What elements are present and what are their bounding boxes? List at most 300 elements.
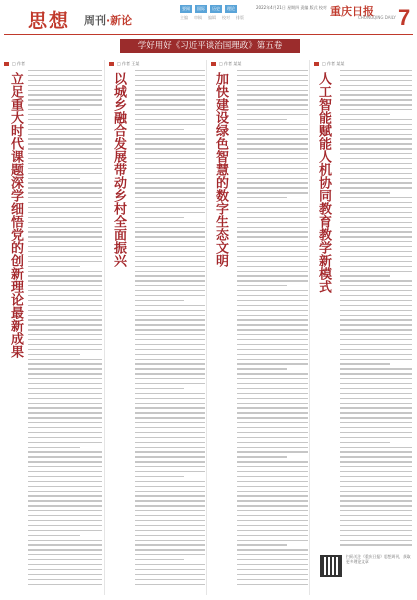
text-line bbox=[28, 393, 102, 394]
text-line bbox=[237, 559, 308, 560]
text-line bbox=[28, 383, 102, 384]
text-line bbox=[135, 495, 205, 496]
text-line bbox=[28, 417, 102, 418]
text-line bbox=[28, 466, 102, 467]
text-line bbox=[237, 456, 287, 457]
tag-item[interactable]: 理论 bbox=[227, 6, 235, 11]
text-line bbox=[135, 182, 205, 183]
text-line bbox=[237, 486, 308, 487]
text-line bbox=[28, 520, 102, 521]
text-line bbox=[135, 437, 205, 438]
text-line bbox=[28, 378, 102, 379]
text-line bbox=[340, 535, 412, 536]
text-line bbox=[340, 486, 412, 487]
text-line bbox=[237, 344, 308, 345]
text-line bbox=[340, 481, 412, 482]
text-line bbox=[28, 574, 102, 575]
text-line bbox=[340, 90, 412, 91]
text-line bbox=[135, 241, 205, 242]
text-line bbox=[237, 80, 308, 81]
text-line bbox=[28, 305, 102, 306]
text-line bbox=[237, 94, 308, 95]
text-line bbox=[237, 158, 308, 159]
text-line bbox=[340, 447, 412, 448]
text-line bbox=[28, 412, 102, 413]
text-line bbox=[135, 207, 205, 208]
article-column-4 bbox=[309, 60, 413, 595]
text-line bbox=[135, 451, 205, 452]
text-line bbox=[237, 202, 308, 203]
text-line bbox=[28, 143, 102, 144]
text-line bbox=[237, 192, 308, 193]
text-line bbox=[28, 85, 102, 86]
text-line bbox=[135, 535, 205, 536]
text-line bbox=[28, 285, 102, 286]
text-line bbox=[135, 138, 205, 139]
text-line bbox=[28, 344, 102, 345]
text-line bbox=[237, 99, 308, 100]
text-line bbox=[28, 158, 102, 159]
text-line bbox=[135, 339, 205, 340]
text-line bbox=[135, 158, 205, 159]
text-line bbox=[135, 569, 205, 570]
text-line bbox=[237, 554, 308, 555]
text-line bbox=[237, 451, 308, 452]
byline-marker bbox=[314, 62, 319, 66]
text-line bbox=[135, 383, 205, 384]
text-line bbox=[28, 486, 102, 487]
page-number: 7 bbox=[398, 5, 411, 30]
text-line bbox=[28, 134, 102, 135]
article-body bbox=[28, 70, 102, 588]
text-line bbox=[340, 305, 412, 306]
text-line bbox=[28, 153, 102, 154]
text-line bbox=[28, 148, 102, 149]
text-line bbox=[28, 584, 102, 585]
masthead-subtitle: CHONGQING DAILY bbox=[358, 15, 396, 20]
text-line bbox=[135, 109, 205, 110]
text-line bbox=[340, 456, 412, 457]
text-line bbox=[237, 388, 308, 389]
article-column-1 bbox=[4, 60, 104, 595]
text-line bbox=[28, 451, 102, 452]
text-line bbox=[340, 378, 412, 379]
text-line bbox=[28, 495, 102, 496]
text-line bbox=[340, 451, 412, 452]
text-line bbox=[28, 334, 102, 335]
text-line bbox=[340, 75, 412, 76]
text-line bbox=[135, 231, 205, 232]
text-line bbox=[237, 495, 308, 496]
text-line bbox=[340, 520, 412, 521]
text-line bbox=[237, 476, 308, 477]
text-line bbox=[340, 388, 412, 389]
text-line bbox=[28, 231, 102, 232]
text-line bbox=[237, 339, 308, 340]
text-line bbox=[340, 422, 412, 423]
tag-item[interactable]: 要闻 bbox=[182, 6, 190, 11]
text-line bbox=[340, 70, 412, 71]
text-line bbox=[340, 315, 412, 316]
text-line bbox=[135, 251, 205, 252]
text-line bbox=[237, 398, 308, 399]
text-line bbox=[135, 99, 205, 100]
text-line bbox=[28, 456, 102, 457]
text-line bbox=[28, 187, 102, 188]
text-line bbox=[135, 422, 205, 423]
text-line bbox=[135, 530, 205, 531]
text-line bbox=[340, 256, 412, 257]
text-line bbox=[135, 163, 205, 164]
text-line bbox=[28, 329, 102, 330]
text-line bbox=[340, 207, 412, 208]
article-column-2 bbox=[104, 60, 206, 595]
text-line bbox=[28, 251, 102, 252]
text-line bbox=[340, 99, 412, 100]
text-line bbox=[135, 256, 205, 257]
text-line bbox=[340, 227, 412, 228]
text-line bbox=[135, 300, 184, 301]
text-line bbox=[28, 197, 102, 198]
text-line bbox=[28, 359, 102, 360]
text-line bbox=[28, 349, 102, 350]
text-line bbox=[28, 339, 102, 340]
article-byline bbox=[105, 60, 206, 67]
text-line bbox=[237, 359, 308, 360]
text-line bbox=[135, 500, 205, 501]
text-line bbox=[237, 515, 308, 516]
text-line bbox=[340, 271, 412, 272]
tag-item[interactable]: 国际 bbox=[197, 6, 205, 11]
text-line bbox=[340, 202, 412, 203]
section-label bbox=[84, 12, 132, 28]
text-line bbox=[135, 119, 205, 120]
text-line bbox=[135, 378, 205, 379]
article-byline bbox=[4, 60, 104, 67]
text-line bbox=[28, 373, 102, 374]
text-line bbox=[135, 153, 205, 154]
text-line bbox=[28, 403, 102, 404]
text-line bbox=[237, 143, 308, 144]
text-line bbox=[237, 324, 308, 325]
text-line bbox=[340, 138, 412, 139]
text-line bbox=[237, 491, 308, 492]
text-line bbox=[135, 554, 205, 555]
text-line bbox=[135, 266, 205, 267]
text-line bbox=[340, 530, 412, 531]
text-line bbox=[340, 324, 412, 325]
text-line bbox=[135, 559, 184, 560]
text-line bbox=[135, 584, 205, 585]
text-line bbox=[340, 412, 412, 413]
text-line bbox=[135, 246, 205, 247]
text-line bbox=[237, 275, 308, 276]
text-line bbox=[237, 466, 308, 467]
text-line bbox=[340, 266, 412, 267]
text-line bbox=[340, 212, 412, 213]
text-line bbox=[135, 515, 205, 516]
text-line bbox=[340, 124, 412, 125]
section-highlight: ·新论 bbox=[106, 14, 133, 27]
text-line bbox=[135, 579, 205, 580]
text-line bbox=[135, 236, 205, 237]
text-line bbox=[237, 412, 308, 413]
text-line bbox=[135, 393, 205, 394]
article-byline bbox=[310, 60, 413, 67]
text-line bbox=[135, 148, 205, 149]
text-line bbox=[340, 510, 412, 511]
text-line bbox=[237, 329, 308, 330]
text-line bbox=[135, 549, 205, 550]
text-line bbox=[28, 310, 102, 311]
text-line bbox=[340, 525, 412, 526]
text-line bbox=[28, 461, 102, 462]
text-line bbox=[28, 207, 102, 208]
text-line bbox=[340, 319, 412, 320]
byline-marker bbox=[109, 62, 114, 66]
text-line bbox=[237, 70, 308, 71]
text-line bbox=[237, 182, 308, 183]
section-prefix: 周刊 bbox=[84, 14, 106, 27]
text-line bbox=[135, 442, 205, 443]
text-line bbox=[28, 437, 102, 438]
text-line bbox=[135, 412, 205, 413]
text-line bbox=[237, 310, 308, 311]
text-line bbox=[340, 231, 412, 232]
text-line bbox=[340, 359, 412, 360]
text-line bbox=[340, 197, 412, 198]
text-line bbox=[135, 114, 205, 115]
text-line bbox=[237, 290, 308, 291]
text-line bbox=[237, 217, 308, 218]
text-line bbox=[135, 305, 205, 306]
text-line bbox=[28, 266, 80, 267]
text-line bbox=[135, 476, 184, 477]
tag-item[interactable]: 历史 bbox=[212, 6, 220, 11]
text-line bbox=[237, 300, 308, 301]
text-line bbox=[28, 442, 102, 443]
text-line bbox=[237, 540, 308, 541]
text-line bbox=[28, 515, 102, 516]
text-line bbox=[340, 383, 412, 384]
text-line bbox=[28, 579, 102, 580]
text-line bbox=[28, 124, 102, 125]
page-header bbox=[0, 0, 417, 36]
text-line bbox=[135, 466, 205, 467]
text-line bbox=[237, 378, 308, 379]
text-line bbox=[237, 153, 308, 154]
text-line bbox=[28, 559, 102, 560]
text-line bbox=[135, 363, 205, 364]
text-line bbox=[135, 202, 205, 203]
text-line bbox=[28, 104, 102, 105]
masthead-logo: 重庆日报 bbox=[330, 5, 374, 18]
text-line bbox=[340, 339, 412, 340]
text-line bbox=[237, 569, 308, 570]
text-line bbox=[135, 315, 205, 316]
text-line bbox=[135, 197, 205, 198]
qr-code-icon[interactable] bbox=[320, 555, 342, 577]
article-body bbox=[340, 70, 412, 549]
text-line bbox=[135, 359, 205, 360]
text-line bbox=[28, 324, 102, 325]
text-line bbox=[28, 554, 102, 555]
text-line bbox=[135, 491, 205, 492]
text-line bbox=[135, 461, 205, 462]
text-line bbox=[237, 520, 308, 521]
text-line bbox=[28, 212, 102, 213]
text-line bbox=[135, 192, 205, 193]
text-line bbox=[340, 540, 412, 541]
text-line bbox=[28, 319, 102, 320]
text-line bbox=[28, 192, 102, 193]
text-line bbox=[135, 124, 205, 125]
text-line bbox=[340, 290, 412, 291]
text-line bbox=[340, 393, 412, 394]
text-line bbox=[340, 495, 412, 496]
text-line bbox=[237, 261, 308, 262]
text-line bbox=[28, 256, 102, 257]
text-line bbox=[237, 104, 308, 105]
text-line bbox=[340, 461, 412, 462]
text-line bbox=[237, 442, 308, 443]
text-line bbox=[135, 94, 205, 95]
text-line bbox=[340, 466, 412, 467]
text-line bbox=[340, 329, 412, 330]
text-line bbox=[135, 481, 205, 482]
text-line bbox=[340, 300, 412, 301]
text-line bbox=[28, 398, 102, 399]
editor-row bbox=[180, 15, 244, 21]
text-line bbox=[340, 163, 412, 164]
text-line bbox=[28, 471, 102, 472]
article-author: □ 作者 某某 bbox=[322, 60, 345, 66]
text-line bbox=[237, 119, 287, 120]
text-line bbox=[340, 192, 390, 193]
text-line bbox=[237, 227, 308, 228]
text-line bbox=[237, 266, 308, 267]
text-line bbox=[340, 158, 412, 159]
text-line bbox=[28, 432, 102, 433]
text-line bbox=[135, 510, 205, 511]
text-line bbox=[28, 510, 102, 511]
text-line bbox=[135, 388, 184, 389]
text-line bbox=[340, 344, 412, 345]
text-line bbox=[237, 148, 308, 149]
text-line bbox=[237, 334, 308, 335]
text-line bbox=[28, 505, 102, 506]
text-line bbox=[237, 383, 308, 384]
text-line bbox=[28, 476, 102, 477]
text-line bbox=[340, 407, 412, 408]
article-title: 立足重大时代课题深学细悟党的创新理论最新成果 bbox=[8, 72, 23, 358]
text-line bbox=[135, 427, 205, 428]
text-line bbox=[135, 178, 205, 179]
text-line bbox=[340, 85, 412, 86]
text-line bbox=[28, 129, 102, 130]
text-line bbox=[28, 70, 102, 71]
text-line bbox=[237, 212, 308, 213]
text-line bbox=[135, 544, 205, 545]
text-line bbox=[28, 368, 102, 369]
text-line bbox=[237, 544, 287, 545]
text-line bbox=[135, 540, 205, 541]
text-line bbox=[28, 182, 102, 183]
text-line bbox=[28, 138, 102, 139]
text-line bbox=[340, 119, 412, 120]
text-line bbox=[28, 75, 102, 76]
text-line bbox=[135, 285, 205, 286]
text-line bbox=[28, 363, 102, 364]
text-line bbox=[135, 432, 205, 433]
text-line bbox=[28, 447, 80, 448]
text-line bbox=[28, 290, 102, 291]
text-line bbox=[135, 344, 205, 345]
article-author: □ 作者 王某 bbox=[117, 60, 140, 66]
text-line bbox=[340, 285, 412, 286]
text-line bbox=[237, 574, 308, 575]
text-line bbox=[237, 447, 308, 448]
text-line bbox=[28, 427, 102, 428]
text-line bbox=[28, 217, 102, 218]
text-line bbox=[28, 246, 102, 247]
text-line bbox=[237, 579, 308, 580]
text-line bbox=[28, 163, 102, 164]
text-line bbox=[340, 129, 412, 130]
text-line bbox=[340, 168, 412, 169]
text-line bbox=[135, 310, 205, 311]
text-line bbox=[28, 173, 102, 174]
text-line bbox=[340, 515, 412, 516]
text-line bbox=[237, 510, 308, 511]
text-line bbox=[340, 217, 412, 218]
text-line bbox=[340, 280, 412, 281]
text-line bbox=[28, 119, 102, 120]
text-line bbox=[135, 520, 205, 521]
article-title: 人工智能赋能人机协同教育教学新模式 bbox=[316, 72, 331, 293]
text-line bbox=[28, 109, 80, 110]
text-line bbox=[237, 461, 308, 462]
text-line bbox=[237, 251, 308, 252]
text-line bbox=[28, 114, 102, 115]
text-line bbox=[135, 187, 205, 188]
text-line bbox=[28, 540, 102, 541]
text-line bbox=[135, 290, 205, 291]
text-line bbox=[340, 114, 390, 115]
brand-title: 思想 bbox=[28, 10, 71, 32]
text-line bbox=[135, 471, 205, 472]
text-line bbox=[28, 500, 102, 501]
text-line bbox=[28, 236, 102, 237]
text-line bbox=[340, 500, 412, 501]
text-line bbox=[340, 417, 412, 418]
text-line bbox=[237, 295, 308, 296]
text-line bbox=[237, 75, 308, 76]
text-line bbox=[135, 90, 205, 91]
text-line bbox=[28, 241, 102, 242]
text-line bbox=[135, 447, 205, 448]
text-line bbox=[237, 363, 308, 364]
text-line bbox=[340, 368, 412, 369]
text-line bbox=[135, 80, 205, 81]
text-line bbox=[135, 173, 205, 174]
text-line bbox=[135, 486, 205, 487]
article-body bbox=[135, 70, 205, 588]
text-line bbox=[237, 403, 308, 404]
text-line bbox=[340, 491, 412, 492]
text-line bbox=[237, 271, 308, 272]
text-line bbox=[340, 471, 412, 472]
